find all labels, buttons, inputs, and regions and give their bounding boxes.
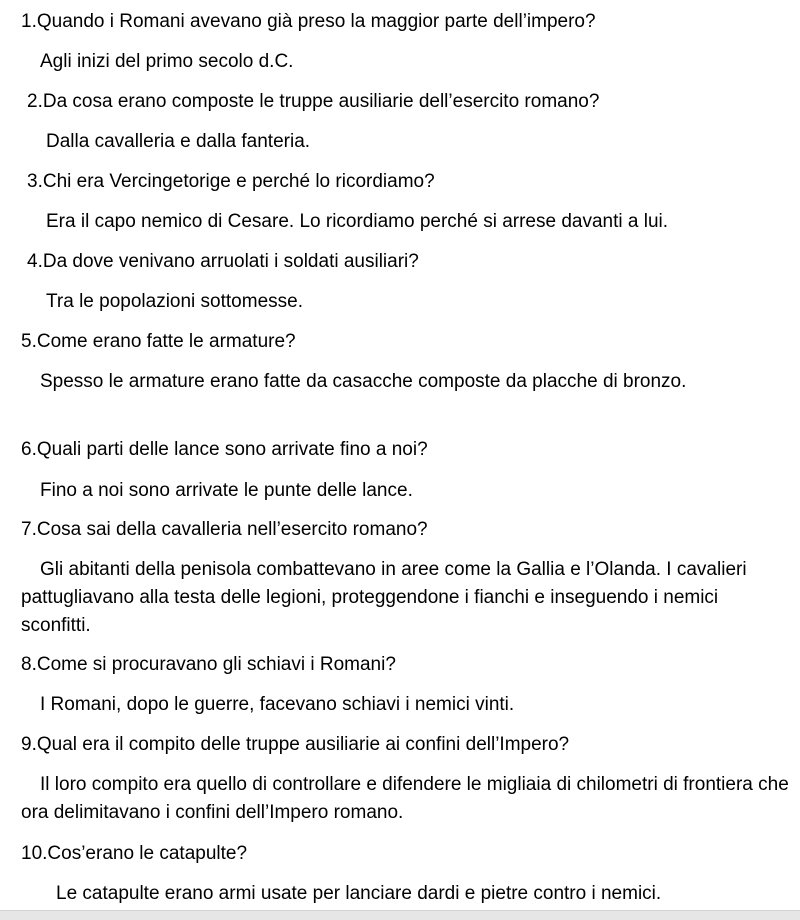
question-1: 1.Quando i Romani avevano già preso la maggior parte dell’impero? bbox=[21, 11, 596, 32]
question-3: 3.Chi era Vercingetorige e perché lo ricordiamo? bbox=[27, 171, 435, 192]
answer-5: Spesso le armature erano fatte da casacche composte da placche di bronzo. bbox=[40, 371, 687, 392]
answer-4: Tra le popolazioni sottomesse. bbox=[46, 291, 303, 312]
answer-10: Le catapulte erano armi usate per lanciare dardi e pietre contro i nemici. bbox=[56, 883, 662, 904]
answer-7: Gli abitanti della penisola combattevano in aree come la Gallia e l’Olanda. I cavalieri pattugliavano alla testa delle legioni, proteggendone i fianchi e inseguendo i nemici sconfitti. bbox=[21, 559, 747, 636]
answer-2: Dalla cavalleria e dalla fanteria. bbox=[46, 131, 311, 152]
question-4: 4.Da dove venivano arruolati i soldati ausiliari? bbox=[27, 251, 419, 272]
question-2: 2.Da cosa erano composte le truppe ausiliarie dell’esercito romano? bbox=[27, 91, 600, 112]
answer-6: Fino a noi sono arrivate le punte delle lance. bbox=[40, 480, 413, 501]
answer-9: Il loro compito era quello di controllare e difendere le migliaia di chilometri di frontiera che ora delimitavano i confini dell’Impero romano. bbox=[21, 774, 789, 823]
question-8: 8.Come si procuravano gli schiavi i Romani? bbox=[21, 654, 396, 675]
answer-8: I Romani, dopo le guerre, facevano schiavi i nemici vinti. bbox=[40, 694, 515, 715]
question-7: 7.Cosa sai della cavalleria nell’esercito romano? bbox=[21, 519, 428, 540]
answer-3: Era il capo nemico di Cesare. Lo ricordiamo perché si arrese davanti a lui. bbox=[46, 211, 669, 232]
question-10: 10.Cos’erano le catapulte? bbox=[21, 843, 248, 864]
question-5: 5.Come erano fatte le armature? bbox=[21, 331, 296, 352]
question-6: 6.Quali parti delle lance sono arrivate fino a noi? bbox=[21, 439, 428, 460]
question-9: 9.Qual era il compito delle truppe ausiliarie ai confini dell’Impero? bbox=[21, 734, 570, 755]
window-bottom-edge bbox=[0, 910, 800, 920]
answer-1: Agli inizi del primo secolo d.C. bbox=[40, 51, 294, 72]
